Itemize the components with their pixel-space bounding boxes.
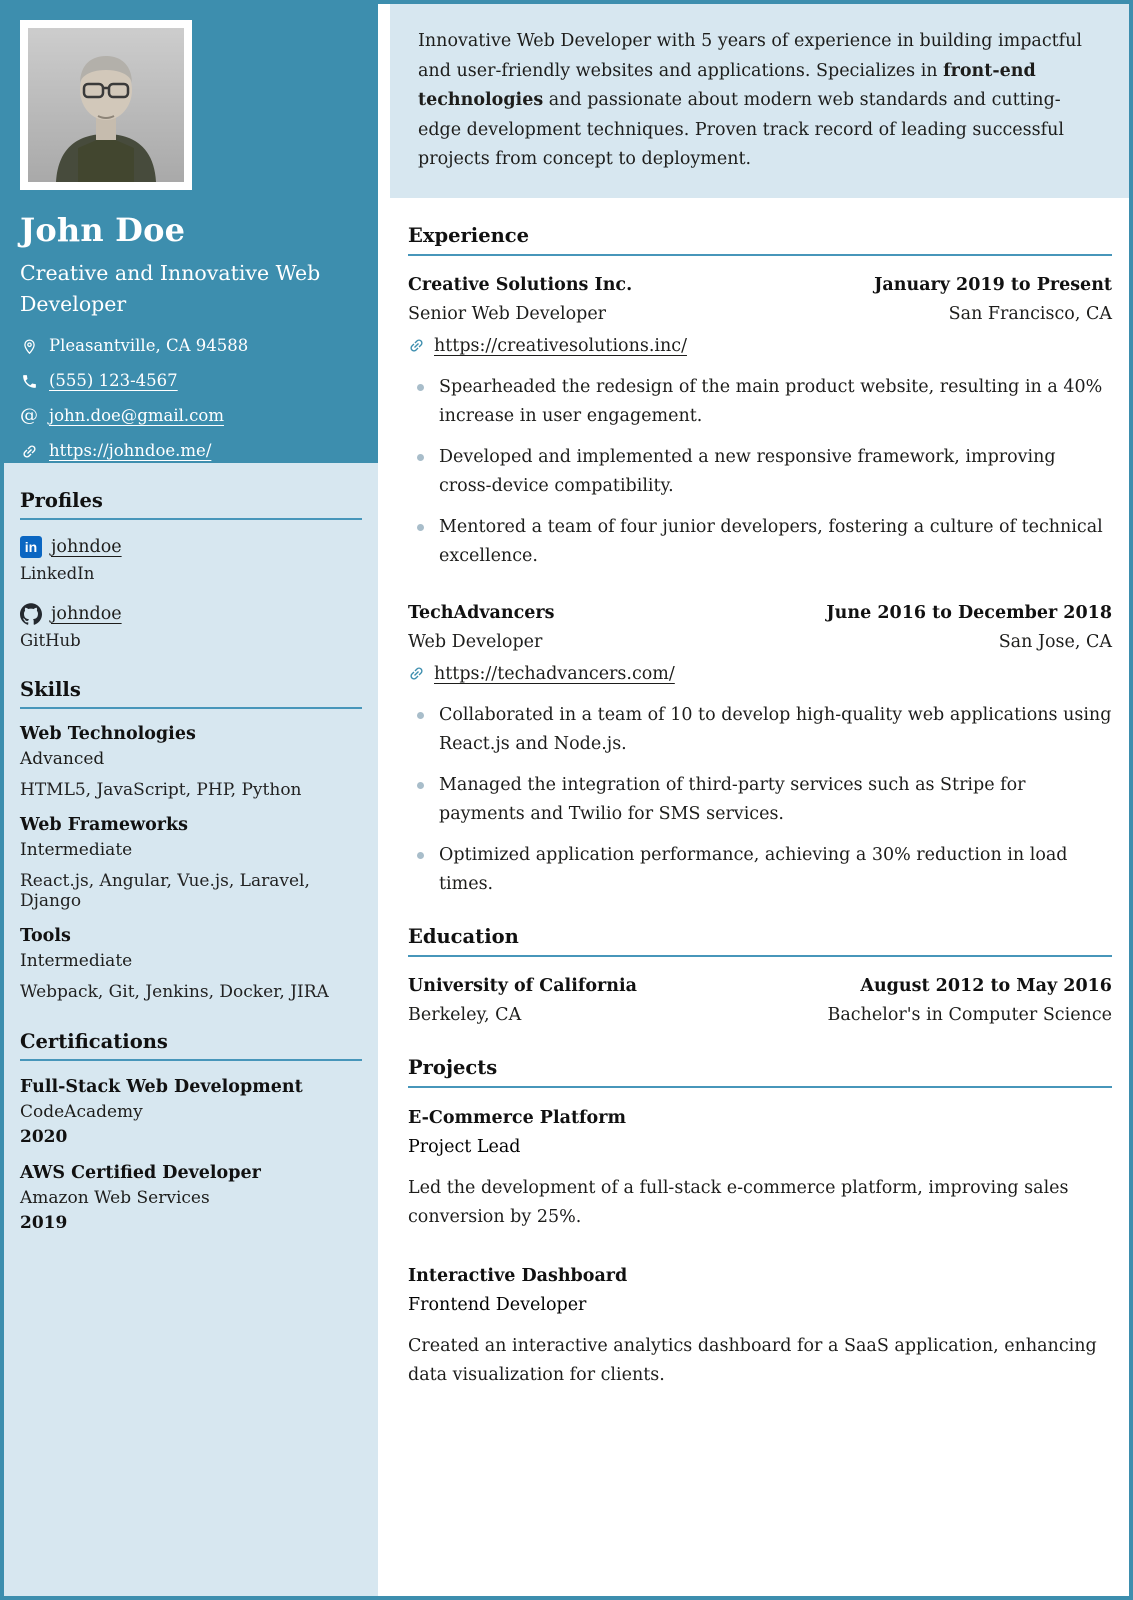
job-highlights xyxy=(408,373,1112,571)
contact-location xyxy=(20,334,362,358)
profile-github xyxy=(20,603,362,650)
company-url-link[interactable]: https://creativesolutions.inc/ xyxy=(434,335,687,356)
skill-item xyxy=(20,724,362,800)
highlight-item: Optimized application performance, achieving a 30% reduction in load times. xyxy=(408,841,1112,899)
skill-item xyxy=(20,926,362,1002)
project-entry xyxy=(408,1104,1112,1232)
certification-issuer: CodeAcademy xyxy=(20,1102,143,1122)
link-icon xyxy=(20,442,38,460)
skill-level: Intermediate xyxy=(20,951,133,971)
summary-text: and passionate about modern web standards and cutting-edge development techniques. Proven track record of leading successful projects from concept to deployment. xyxy=(418,90,1064,169)
skills-heading: Skills xyxy=(20,678,362,709)
profile-network-label: LinkedIn xyxy=(20,564,95,583)
skill-name: Web Frameworks xyxy=(20,815,188,835)
summary-bold-text: front-end technologies xyxy=(418,60,1036,110)
education-heading: Education xyxy=(408,925,1112,957)
contact-list xyxy=(20,334,362,463)
highlight-item: Mentored a team of four junior developers, fostering a culture of technical excellence. xyxy=(408,513,1112,571)
at-sign-icon: @ xyxy=(20,405,38,426)
certifications-section xyxy=(20,1030,362,1233)
projects-section xyxy=(408,1056,1112,1390)
job-dates: June 2016 to December 2018 xyxy=(826,602,1112,623)
project-entry xyxy=(408,1262,1112,1390)
job-dates: January 2019 to Present xyxy=(874,274,1112,295)
profile-network-label: GitHub xyxy=(20,631,81,650)
highlight-item: Developed and implemented a new responsive framework, improving cross-device compatibility. xyxy=(408,443,1112,501)
contact-phone xyxy=(20,369,362,393)
profile-linkedin xyxy=(20,536,362,583)
project-role: Frontend Developer xyxy=(408,1294,587,1315)
highlight-item: Spearheaded the redesign of the main product website, resulting in a 40% increase in user engagement. xyxy=(408,373,1112,431)
main-column xyxy=(390,4,1129,1596)
certification-issuer: Amazon Web Services xyxy=(20,1188,210,1208)
link-icon xyxy=(408,337,425,354)
profiles-heading: Profiles xyxy=(20,489,362,520)
website-link[interactable]: https://johndoe.me/ xyxy=(49,441,212,460)
skill-name: Tools xyxy=(20,926,71,946)
certification-year: 2019 xyxy=(20,1213,68,1233)
link-icon xyxy=(408,665,425,682)
linkedin-username-link[interactable]: johndoe xyxy=(51,537,122,557)
project-description: Led the development of a full-stack e-commerce platform, improving sales conversion by 25%. xyxy=(408,1177,1069,1227)
education-entry xyxy=(408,972,1112,1030)
summary-text: Innovative Web Developer with 5 years of experience in building impactful and user-friendly websites and applications. Specializes in xyxy=(418,31,1083,81)
skill-name: Web Technologies xyxy=(20,724,196,744)
project-name: E-Commerce Platform xyxy=(408,1107,626,1128)
experience-section xyxy=(408,224,1112,899)
company-name: Creative Solutions Inc. xyxy=(408,274,633,295)
phone-icon xyxy=(20,372,38,390)
github-username-link[interactable]: johndoe xyxy=(51,604,122,624)
phone-link[interactable]: (555) 123-4567 xyxy=(49,371,178,390)
job-position: Senior Web Developer xyxy=(408,303,607,324)
contact-website xyxy=(20,439,362,463)
main-content xyxy=(390,198,1129,1390)
sidebar-header xyxy=(4,4,378,463)
page-frame xyxy=(4,4,1129,1596)
skills-section xyxy=(20,678,362,1002)
summary xyxy=(390,4,1129,198)
profile-photo xyxy=(20,20,192,190)
project-role: Project Lead xyxy=(408,1136,521,1157)
person-title: Creative and Innovative Web Developer xyxy=(20,261,321,316)
education-section xyxy=(408,925,1112,1030)
column-gutter xyxy=(378,4,390,1596)
education-degree: Bachelor's in Computer Science xyxy=(827,1004,1112,1025)
certification-item xyxy=(20,1163,362,1233)
job-location: San Jose, CA xyxy=(998,631,1112,652)
certification-title: Full-Stack Web Development xyxy=(20,1077,303,1097)
skill-keywords: React.js, Angular, Vue.js, Laravel, Django xyxy=(20,871,310,911)
profiles-section xyxy=(20,489,362,650)
skill-keywords: HTML5, JavaScript, PHP, Python xyxy=(20,780,302,800)
certification-item xyxy=(20,1077,362,1147)
sidebar xyxy=(4,4,378,1596)
location-text: Pleasantville, CA 94588 xyxy=(49,336,249,355)
email-link[interactable]: john.doe@gmail.com xyxy=(49,406,224,425)
skill-item xyxy=(20,815,362,911)
highlight-item: Collaborated in a team of 10 to develop high-quality web applications using React.js and Node.js. xyxy=(408,701,1112,759)
highlight-item: Managed the integration of third-party services such as Stripe for payments and Twilio for SMS services. xyxy=(408,771,1112,829)
skill-level: Intermediate xyxy=(20,840,133,860)
portrait-image xyxy=(28,28,184,182)
education-dates: August 2012 to May 2016 xyxy=(860,975,1112,996)
job-location: San Francisco, CA xyxy=(948,303,1112,324)
location-pin-icon xyxy=(20,337,38,355)
project-name: Interactive Dashboard xyxy=(408,1265,628,1286)
project-description: Created an interactive analytics dashboard for a SaaS application, enhancing data visualization for clients. xyxy=(408,1335,1097,1385)
certification-title: AWS Certified Developer xyxy=(20,1163,261,1183)
github-icon xyxy=(20,603,42,625)
company-url-link[interactable]: https://techadvancers.com/ xyxy=(434,663,675,684)
linkedin-icon: in xyxy=(20,536,42,558)
experience-heading: Experience xyxy=(408,224,1112,256)
certification-year: 2020 xyxy=(20,1127,68,1147)
projects-heading: Projects xyxy=(408,1056,1112,1088)
contact-email xyxy=(20,404,362,428)
company-name: TechAdvancers xyxy=(408,602,555,623)
skill-keywords: Webpack, Git, Jenkins, Docker, JIRA xyxy=(20,982,329,1002)
education-location: Berkeley, CA xyxy=(408,1004,522,1025)
sidebar-panel xyxy=(4,463,378,1596)
institution-name: University of California xyxy=(408,975,637,996)
job-entry xyxy=(408,271,1112,571)
skill-level: Advanced xyxy=(20,749,105,769)
job-position: Web Developer xyxy=(408,631,543,652)
job-highlights xyxy=(408,701,1112,899)
person-name: John Doe xyxy=(20,211,186,249)
certifications-heading: Certifications xyxy=(20,1030,362,1061)
job-entry xyxy=(408,599,1112,899)
